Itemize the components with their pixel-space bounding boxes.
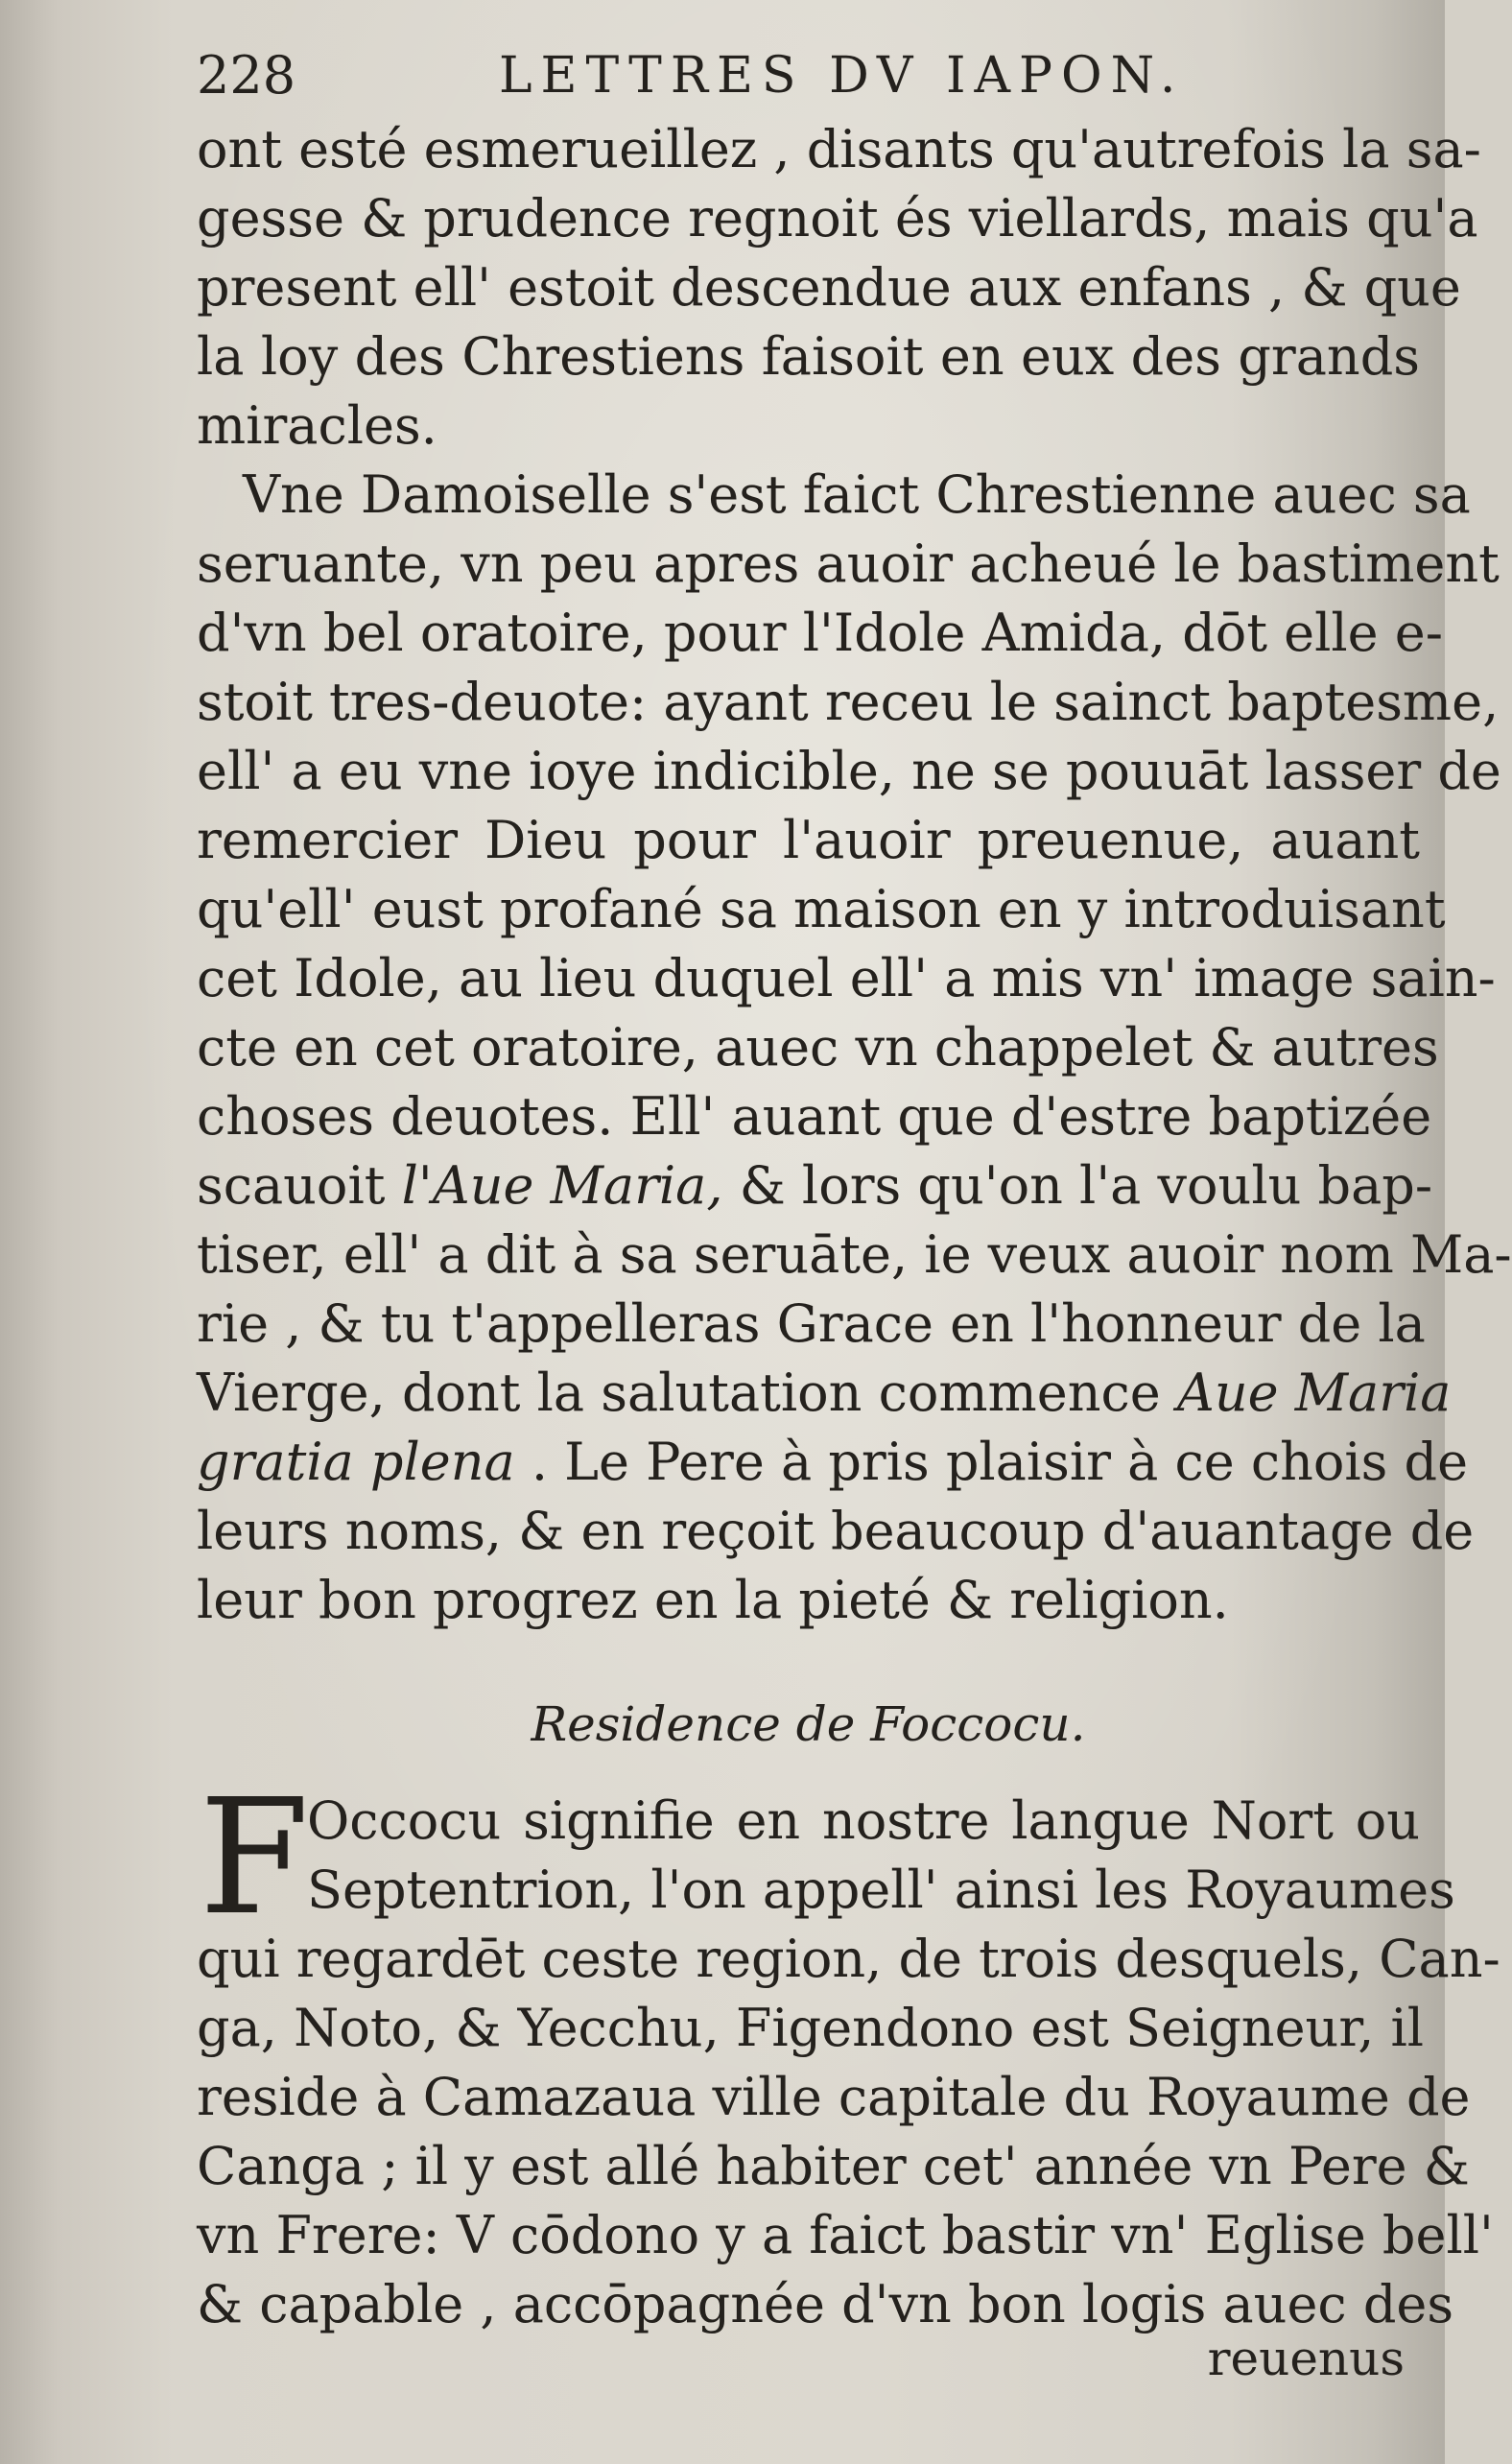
drop-cap: F — [199, 1765, 310, 1951]
text-run: Vierge, dont la salutation commence — [197, 1362, 1177, 1423]
text-line: la loy des Chrestiens faisoit en eux des grands — [197, 326, 1420, 387]
text-line: Canga ; il y est allé habiter cet' année vn Pere & — [197, 2136, 1470, 2196]
text-line: cet Idole, au lieu duquel ell' a mis vn' image sain- — [197, 948, 1496, 1008]
paragraph-3 — [197, 1925, 1500, 2339]
running-title: LETTRES DV IAPON. — [499, 47, 1185, 105]
text-line: miracles. — [197, 395, 437, 456]
text-line: leur bon progrez en la pieté & religion. — [197, 1570, 1229, 1630]
text-line: d'vn bel oratoire, pour l'Idole Amida, dōt elle e- — [197, 603, 1444, 663]
page-number: 228 — [197, 45, 296, 106]
text-line — [197, 1428, 1469, 1497]
text-line: stoit tres-deuote: ayant receu le sainct baptesme, — [197, 672, 1500, 732]
text-line: reside à Camazaua ville capitale du Royaume de — [197, 2067, 1471, 2127]
text-line: ell' a eu vne ioye indicible, ne se pouuāt lasser de — [197, 741, 1501, 801]
text-line: qui regardēt ceste region, de trois desquels, Can- — [197, 1929, 1500, 1989]
text-line: Occocu signifie en nostre langue Nort ou — [307, 1790, 1420, 1851]
text-line: tiser, ell' a dit à sa seruāte, ie veux auoir nom Ma- — [197, 1224, 1512, 1285]
text-line: cte en cet oratoire, auec vn chappelet & autres — [197, 1017, 1439, 1078]
page-header — [197, 42, 1194, 109]
text-line — [197, 1359, 1452, 1428]
text-line: qu'ell' eust profané sa maison en y introduisant — [197, 879, 1446, 939]
text-line: seruante, vn peu apres auoir acheué le bastiment — [197, 533, 1500, 594]
text-line: ont esté esmerueillez , disants qu'autrefois la sa- — [197, 119, 1481, 179]
paragraph-2 — [197, 461, 1512, 1635]
text-run: scauoit — [197, 1155, 402, 1216]
text-line: choses deuotes. Ell' auant que d'estre baptizée — [197, 1086, 1432, 1147]
text-run: & lors qu'on l'a voulu bap- — [722, 1155, 1433, 1216]
text-line: gesse & prudence regnoit és viellards, mais qu'a — [197, 188, 1478, 249]
text-line: leurs noms, & en reçoit beaucoup d'auantage de — [197, 1501, 1475, 1561]
text-line — [197, 1151, 1433, 1220]
text-line: & capable , accōpagnée d'vn bon logis auec des — [197, 2274, 1454, 2334]
text-line: ga, Noto, & Yecchu, Figendono est Seigneur, il — [197, 1998, 1425, 2058]
paragraph-3-cap-lines — [307, 1787, 1455, 1925]
italic-phrase: Aue Maria — [1176, 1362, 1452, 1423]
italic-phrase: l'Aue Maria, — [401, 1155, 723, 1216]
text-line: Septentrion, l'on appell' ainsi les Royaumes — [307, 1860, 1455, 1920]
text-run: . Le Pere à pris plaisir à ce chois de — [514, 1432, 1469, 1492]
text-line: rie , & tu t'appelleras Grace en l'honneur de la — [197, 1293, 1426, 1354]
section-heading: Residence de Foccocu. — [531, 1696, 1086, 1752]
italic-phrase: gratia plena — [197, 1432, 515, 1492]
text-line: remercier Dieu pour l'auoir preuenue, auant — [197, 810, 1420, 870]
text-line: vn Frere: V cōdono y a faict bastir vn' Eglise bell' — [197, 2205, 1494, 2265]
paragraph-1 — [197, 115, 1481, 461]
text-line: Vne Damoiselle s'est faict Chrestienne auec sa — [243, 464, 1471, 525]
text-line: present ell' estoit descendue aux enfans , & que — [197, 257, 1461, 318]
catchword: reuenus — [1207, 2331, 1405, 2386]
